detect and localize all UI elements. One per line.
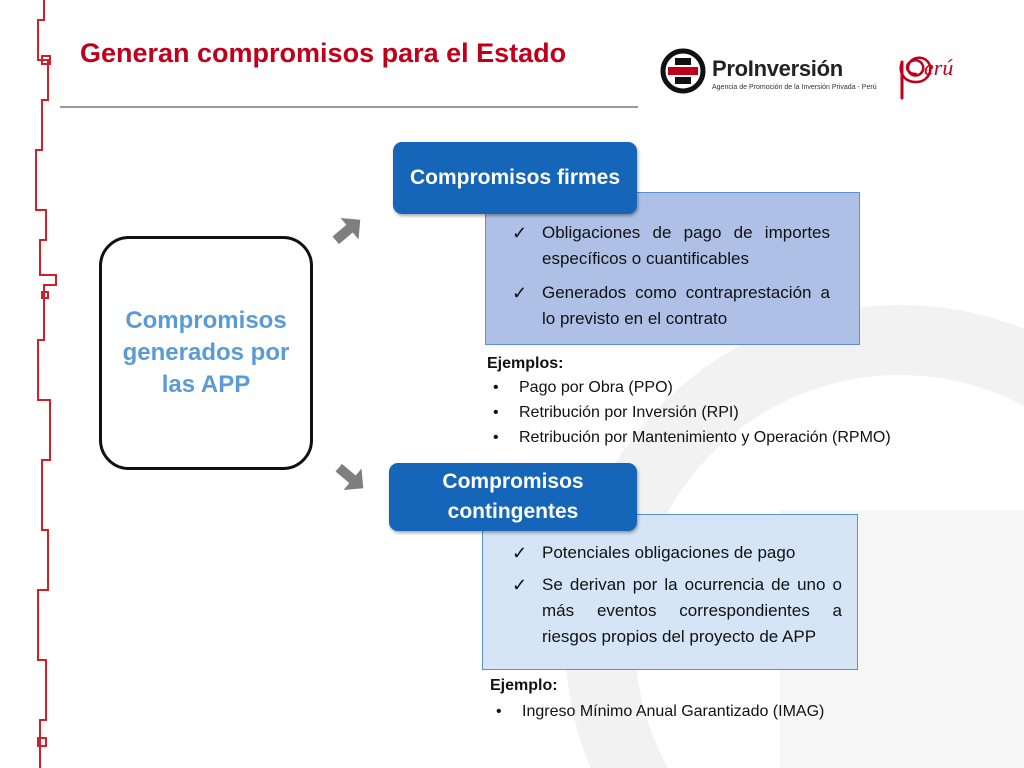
example-item bbox=[490, 699, 824, 724]
slide-title: Generan compromisos para el Estado bbox=[80, 38, 567, 68]
example-item bbox=[487, 375, 891, 400]
contingentes-examples-heading: Ejemplo: bbox=[490, 677, 558, 694]
checklist-item bbox=[512, 280, 830, 332]
example-item-text: Retribución por Mantenimiento y Operación (RPMO) bbox=[519, 429, 891, 446]
bullet-icon: • bbox=[493, 404, 499, 421]
proinversion-name: ProInversión bbox=[712, 56, 843, 81]
check-icon: ✓ bbox=[512, 223, 528, 243]
bullet-icon: • bbox=[493, 429, 499, 446]
example-item bbox=[487, 425, 891, 450]
proinversion-tagline: Agencia de Promoción de la Inversión Privada - Perú bbox=[712, 84, 877, 91]
check-icon: ✓ bbox=[512, 575, 528, 595]
contingentes-checklist bbox=[512, 540, 842, 656]
checklist-item-text: Potenciales obligaciones de pago bbox=[542, 543, 796, 562]
firmes-header: Compromisos firmes bbox=[393, 142, 637, 214]
center-concept-box bbox=[99, 236, 313, 470]
checklist-item bbox=[512, 540, 842, 566]
check-icon: ✓ bbox=[512, 283, 528, 303]
center-concept-label: Compromisos generados por las APP bbox=[122, 307, 290, 398]
checklist-item-text: Obligaciones de pago de importes específicos o cuantificables bbox=[542, 223, 830, 268]
checklist-item bbox=[512, 572, 842, 650]
check-icon: ✓ bbox=[512, 543, 528, 563]
firmes-examples-list bbox=[487, 375, 891, 450]
arrow-down-right-icon bbox=[333, 460, 369, 496]
left-red-line-decoration bbox=[0, 0, 80, 768]
peru-brand-word: erú bbox=[924, 55, 954, 80]
arrow-up-right-icon bbox=[330, 212, 366, 248]
contingentes-header: Compromisos contingentes bbox=[389, 463, 637, 531]
proinversion-logo-icon bbox=[660, 48, 706, 94]
example-item-text: Ingreso Mínimo Anual Garantizado (IMAG) bbox=[522, 703, 825, 720]
example-item bbox=[487, 400, 891, 425]
firmes-checklist bbox=[512, 220, 830, 340]
contingentes-examples-list bbox=[490, 699, 824, 724]
checklist-item-text: Se derivan por la ocurrencia de uno o más eventos correspondientes a riesgos propios del proyecto de APP bbox=[542, 575, 842, 646]
firmes-examples-heading: Ejemplos: bbox=[487, 355, 564, 372]
example-item-text: Pago por Obra (PPO) bbox=[519, 379, 673, 396]
example-item-text: Retribución por Inversión (RPI) bbox=[519, 404, 739, 421]
bullet-icon: • bbox=[493, 379, 499, 396]
title-underline bbox=[60, 106, 638, 108]
checklist-item-text: Generados como contraprestación a lo previsto en el contrato bbox=[542, 283, 830, 328]
checklist-item bbox=[512, 220, 830, 272]
bullet-icon: • bbox=[496, 703, 502, 720]
